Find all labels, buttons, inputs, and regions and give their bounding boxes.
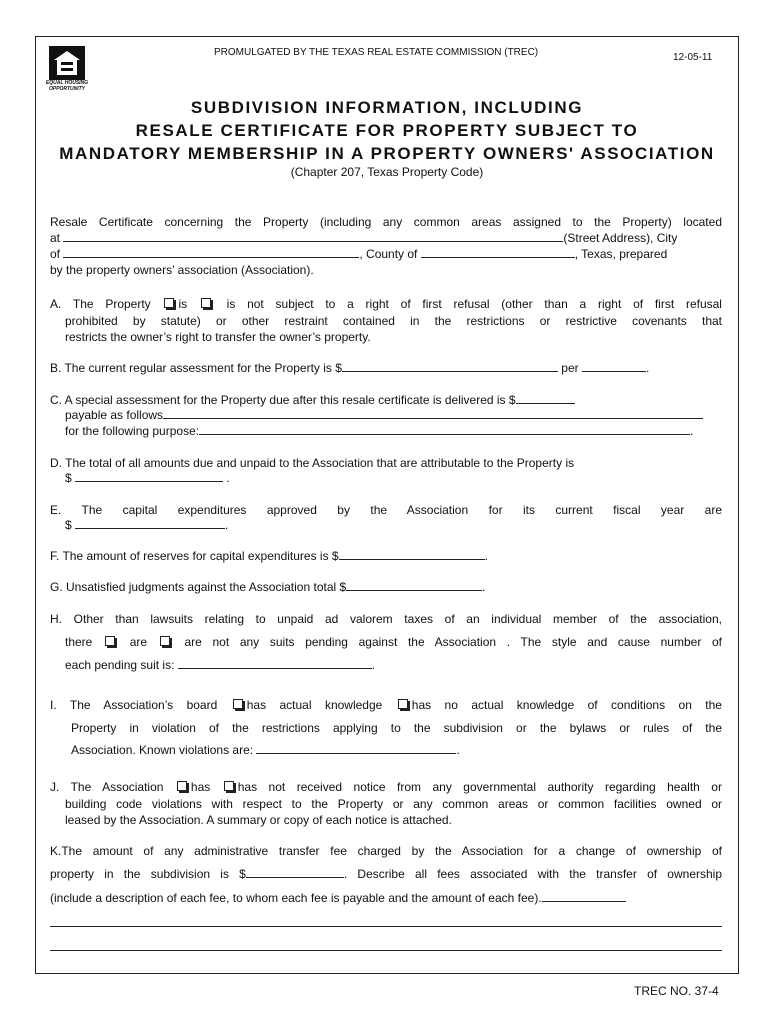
pending-suit-field[interactable] <box>178 657 372 669</box>
page-title-line1: SUBDIVISION INFORMATION, INCLUDING <box>190 98 584 117</box>
page-title-line2: RESALE CERTIFICATE FOR PROPERTY SUBJECT TO <box>135 121 639 140</box>
suits-are-not-checkbox[interactable] <box>160 636 170 646</box>
equal-housing-logo-icon <box>49 46 85 80</box>
assessment-period-field[interactable] <box>582 360 646 372</box>
is-checkbox[interactable] <box>164 298 174 308</box>
county-field[interactable] <box>421 246 575 258</box>
section-a-line1: A. The Property is is not subject to a right of first refusal (other than a right of first refusal <box>50 297 722 311</box>
section-c-line2: payable as follows <box>65 407 703 423</box>
section-i-line3: Association. Known violations are: . <box>71 743 460 757</box>
section-a-line3: restricts the owner’s right to transfer the owner’s property. <box>65 330 371 344</box>
logo-caption: EQUAL HOUSING OPPORTUNITY <box>45 80 89 92</box>
section-j-line3: leased by the Association. A summary or copy of each notice is attached. <box>65 813 452 827</box>
section-a-line2: prohibited by statute) or other restraint contained in the restrictions or restrictive covenants that <box>65 314 722 328</box>
section-i-line1: I. The Association’s board has actual knowledge has no actual knowledge of conditions on the <box>50 698 722 712</box>
no-knowledge-checkbox[interactable] <box>398 699 408 709</box>
section-h-line3: each pending suit is: . <box>65 658 376 672</box>
section-k-line1: K.The amount of any administrative transfer fee charged by the Association for a change of ownership of <box>50 844 722 858</box>
page-title-line3: MANDATORY MEMBERSHIP IN A PROPERTY OWNERS' ASSOCIATION <box>59 144 715 163</box>
capital-expenditures-field[interactable] <box>75 517 225 529</box>
section-e-line2: $ . <box>65 518 229 532</box>
section-i-line2: Property in violation of the restrictions applying to the subdivision or the bylaws or rules of the <box>71 721 722 735</box>
section-c-line3: for the following purpose: . <box>65 424 694 438</box>
intro-line1: Resale Certificate concerning the Property (including any common areas assigned to the Property) located <box>50 215 722 229</box>
intro-line3: of , County of , Texas, prepared <box>50 247 668 261</box>
suits-are-checkbox[interactable] <box>105 636 115 646</box>
fee-description-field[interactable] <box>542 890 626 902</box>
section-f: F. The amount of reserves for capital expenditures is $ . <box>50 549 488 563</box>
form-date: 12-05-11 <box>673 52 713 63</box>
section-j-line2: building code violations with respect to the Property or any common areas or common facilities owned or <box>65 797 722 811</box>
section-d-line2: $ . <box>65 471 230 485</box>
unpaid-amount-field[interactable] <box>75 470 223 482</box>
city-field[interactable] <box>63 246 359 258</box>
section-h-line1: H. Other than lawsuits relating to unpaid ad valorem taxes of an individual member of the association, <box>50 612 722 626</box>
section-d-line1: D. The total of all amounts due and unpaid to the Association that are attributable to the Property is <box>50 456 575 470</box>
street-address-field[interactable] <box>63 230 563 242</box>
section-j-line1: J. The Association has has not received notice from any governmental authority regarding health or <box>50 780 722 794</box>
section-h-line2: there are are not any suits pending against the Association . The style and cause number of <box>65 635 722 649</box>
has-received-checkbox[interactable] <box>177 781 187 791</box>
intro-line4: by the property owners’ association (Association). <box>50 263 314 277</box>
section-e-line1: E. The capital expenditures approved by the Association for its current fiscal year are <box>50 503 722 517</box>
section-b: B. The current regular assessment for the Property is $ per . <box>50 361 650 375</box>
is-not-checkbox[interactable] <box>201 298 211 308</box>
page-subtitle: (Chapter 207, Texas Property Code) <box>290 165 484 179</box>
fee-description-line-2[interactable] <box>50 950 722 951</box>
intro-line2: at (Street Address), City <box>50 231 678 245</box>
known-violations-field[interactable] <box>256 742 456 754</box>
has-not-received-checkbox[interactable] <box>224 781 234 791</box>
judgments-field[interactable] <box>346 579 482 591</box>
special-assessment-field[interactable] <box>516 392 575 404</box>
promulgated-notice: PROMULGATED BY THE TEXAS REAL ESTATE COMMISSION (TREC) <box>214 47 539 58</box>
section-c-line1: C. A special assessment for the Property due after this resale certificate is delivered is $ <box>50 392 575 408</box>
section-k-line3: (include a description of each fee, to whom each fee is payable and the amount of each fee). <box>50 890 626 906</box>
regular-assessment-field[interactable] <box>342 360 558 372</box>
fee-description-line-1[interactable] <box>50 926 722 927</box>
transfer-fee-field[interactable] <box>246 866 344 878</box>
section-k-line2: property in the subdivision is $ . Describe all fees associated with the transfer of ownership <box>50 867 722 881</box>
has-knowledge-checkbox[interactable] <box>233 699 243 709</box>
payable-as-follows-field[interactable] <box>163 407 703 419</box>
purpose-field[interactable] <box>199 423 690 435</box>
reserves-field[interactable] <box>339 548 485 560</box>
form-number: TREC NO. 37-4 <box>634 984 719 998</box>
section-g: G. Unsatisfied judgments against the Association total $ . <box>50 580 486 594</box>
